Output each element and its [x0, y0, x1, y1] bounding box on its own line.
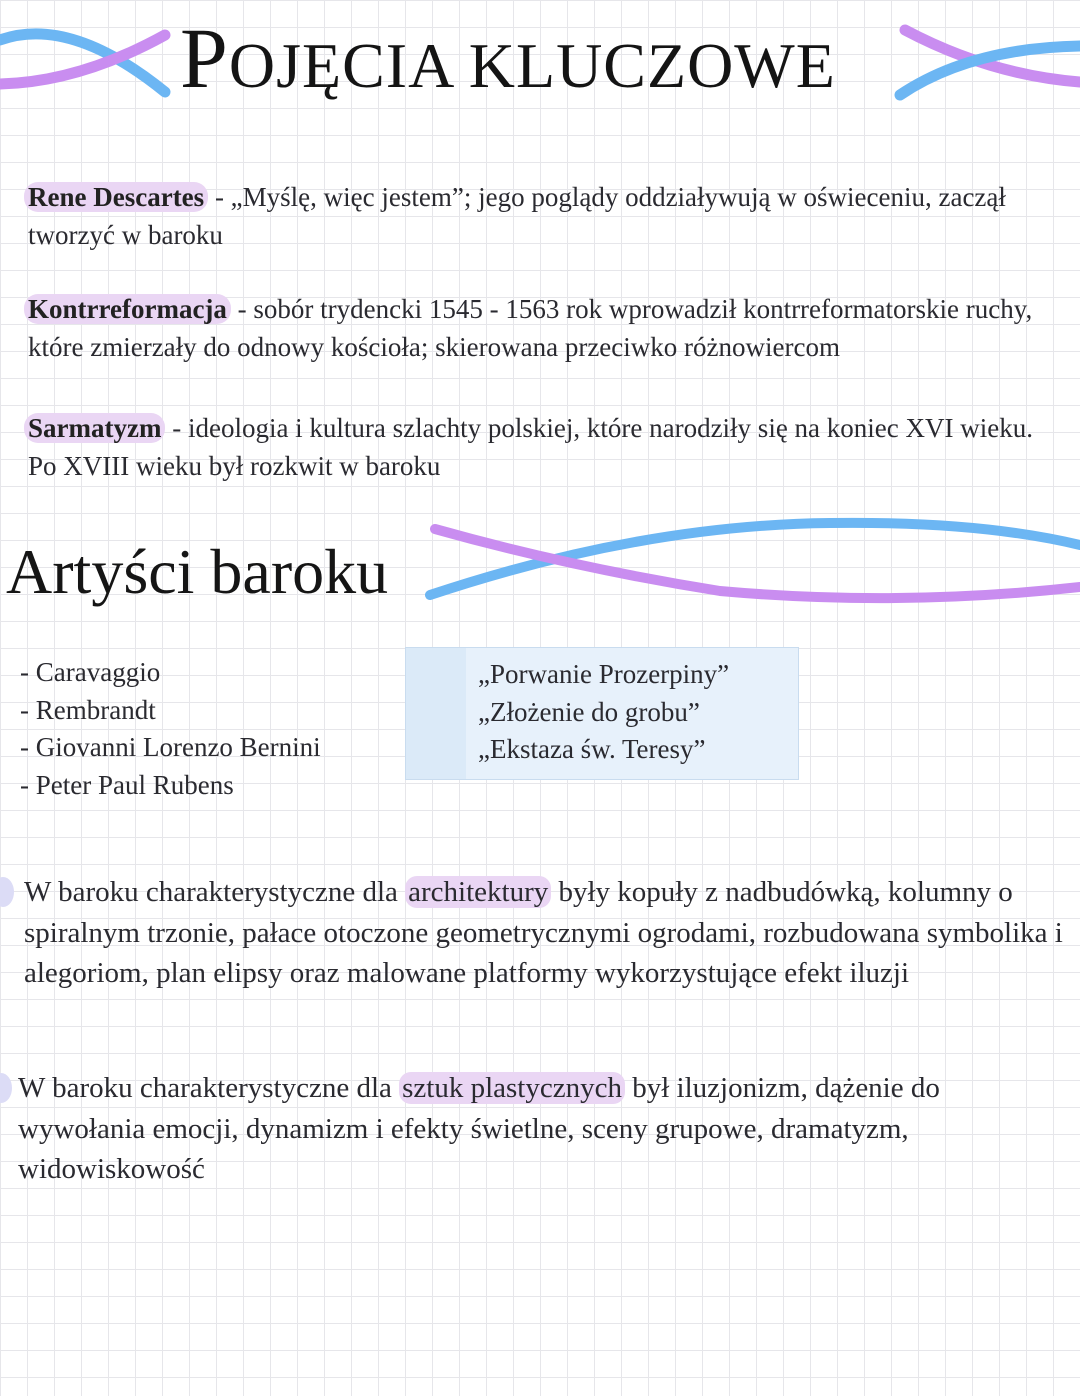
bullet-dot	[0, 877, 14, 907]
term-highlight: Kontrreformacja	[24, 294, 231, 324]
paragraph-highlight: sztuk plastycznych	[399, 1072, 625, 1104]
term-definition: - „Myślę, więc jestem”; jego poglądy oddziaływują w oświeceniu, zaczął tworzyć w baroku	[28, 182, 1006, 250]
page-title-initial: P	[180, 10, 229, 106]
term-kontrreformacja	[28, 290, 1068, 366]
wave-decoration-section	[420, 515, 1080, 615]
paragraph-text: W baroku charakterystyczne dla	[18, 1072, 400, 1104]
wave-decoration-top-left	[0, 0, 180, 110]
list-item: „Złożenie do grobu”	[478, 696, 700, 727]
list-item: „Porwanie Prozerpiny”	[478, 659, 730, 689]
term-highlight: Sarmatyzm	[24, 413, 165, 443]
page-title-rest: OJĘCIA KLUCZOWE	[228, 30, 836, 101]
paragraph-visual-arts	[18, 1068, 1058, 1190]
list-item: - Peter Paul Rubens	[20, 769, 234, 800]
wave-decoration-top-right	[890, 20, 1080, 110]
term-sarmatyzm	[28, 409, 1068, 485]
paragraph-text: W baroku charakterystyczne dla	[24, 876, 406, 908]
section-title-artists: Artyści baroku	[6, 536, 389, 607]
paragraph-architecture	[24, 872, 1064, 994]
paragraph-text: był iluzjonizm, dążenie do wywołania emocji, dynamizm i efekty świetlne, sceny grupowe, dramatyzm, widowiskowość	[18, 1072, 940, 1185]
list-item: „Ekstaza św. Teresy”	[478, 734, 706, 764]
term-descartes	[28, 178, 1068, 254]
paragraph-highlight: architektury	[405, 876, 551, 908]
list-item: - Rembrandt	[20, 694, 156, 725]
list-item: - Caravaggio	[20, 657, 161, 687]
term-highlight: Rene Descartes	[24, 182, 208, 212]
paragraph-text: były kopuły z nadbudówką, kolumny o spiralnym trzonie, pałace otoczone geometrycznymi ogrodami, rozbudowana symbolika i alegoriom, plan elipsy oraz malowane platformy wykorzystujące efekt iluzji	[24, 876, 1063, 989]
list-item: - Giovanni Lorenzo Bernini	[20, 732, 321, 762]
artists-list	[20, 654, 321, 804]
term-definition: - ideologia i kultura szlachty polskiej, które narodziły się na koniec XVI wieku. Po XVIII wieku był rozkwit w baroku	[28, 413, 1033, 481]
page-title	[180, 8, 836, 116]
bullet-dot	[0, 1073, 12, 1103]
works-list	[478, 656, 729, 769]
term-definition: - sobór trydencki 1545 - 1563 rok wprowadził kontrreformatorskie ruchy, które zmierzały do odnowy kościoła; skierowana przeciwko różnowiercom	[28, 294, 1033, 362]
